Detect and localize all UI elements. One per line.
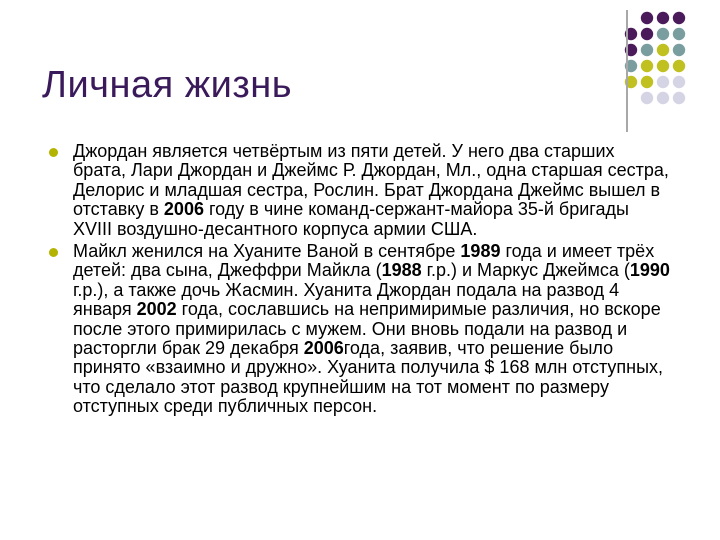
decorative-dot bbox=[673, 60, 685, 72]
decorative-dot bbox=[673, 92, 685, 104]
decorative-dot bbox=[641, 76, 653, 88]
bullet-item-marriage bbox=[46, 242, 671, 417]
decorative-dot bbox=[673, 28, 685, 40]
bold-year: 1989 bbox=[460, 241, 501, 262]
decorative-vertical-line bbox=[626, 10, 628, 132]
bold-year: 2002 bbox=[136, 299, 177, 320]
decorative-dot bbox=[641, 60, 653, 72]
decorative-dot bbox=[657, 60, 669, 72]
text-segment: г.р.) и Маркус Джеймса ( bbox=[421, 260, 630, 281]
decorative-dot bbox=[673, 76, 685, 88]
bold-year: 2006 bbox=[303, 338, 344, 359]
decorative-dot bbox=[641, 44, 653, 56]
slide-title: Личная жизнь bbox=[42, 64, 293, 106]
bullet-list bbox=[46, 142, 671, 420]
bold-year: 2006 bbox=[163, 199, 204, 220]
decorative-dot bbox=[673, 12, 685, 24]
decorative-dot bbox=[657, 28, 669, 40]
decorative-dot bbox=[657, 44, 669, 56]
text-segment: года и имеет трёх детей: два сына, Джеффри Майкла ( bbox=[73, 241, 655, 281]
text-segment: г.р.), а также дочь Жасмин. Хуанита Джордан подала на развод 4 января bbox=[73, 279, 620, 320]
decorative-dot bbox=[641, 12, 653, 24]
text-segment: года, сославшись на непримиримые различия, но вскоре после этого примирилась с мужем. Они вновь подали на развод и расторгли брак 29 декабря bbox=[73, 299, 661, 359]
text-segment: году в чине команд-сержант-майора 35-й бригады XVIII воздушно-десантного корпуса армии США. bbox=[73, 199, 629, 239]
decorative-dot bbox=[657, 92, 669, 104]
text-segment: года, заявив, что решение было принято «взаимно и дружно». Хуанита получила $ 168 млн отступных, что сделало этот развод крупнейшим на тот момент по размеру отступных среди публичных персон. bbox=[73, 338, 664, 417]
decorative-dot bbox=[673, 44, 685, 56]
bold-year: 1988 bbox=[381, 260, 422, 281]
decorative-dot bbox=[657, 12, 669, 24]
bullet-item-siblings bbox=[46, 142, 671, 239]
decorative-dot bbox=[657, 76, 669, 88]
text-segment: Майкл женился на Хуаните Ваной в сентябре bbox=[73, 241, 461, 262]
text-segment: Джордан является четвёртым из пяти детей. У него два старших брата, Лари Джордан и Джеймс Р. Джордан, Мл., одна старшая сестра, Делорис и младшая сестра, Рослин. Брат Джордана Джеймс вышел в отставку в bbox=[73, 141, 669, 220]
decorative-dot bbox=[641, 28, 653, 40]
decorative-dot bbox=[641, 92, 653, 104]
bold-year: 1990 bbox=[629, 260, 670, 281]
